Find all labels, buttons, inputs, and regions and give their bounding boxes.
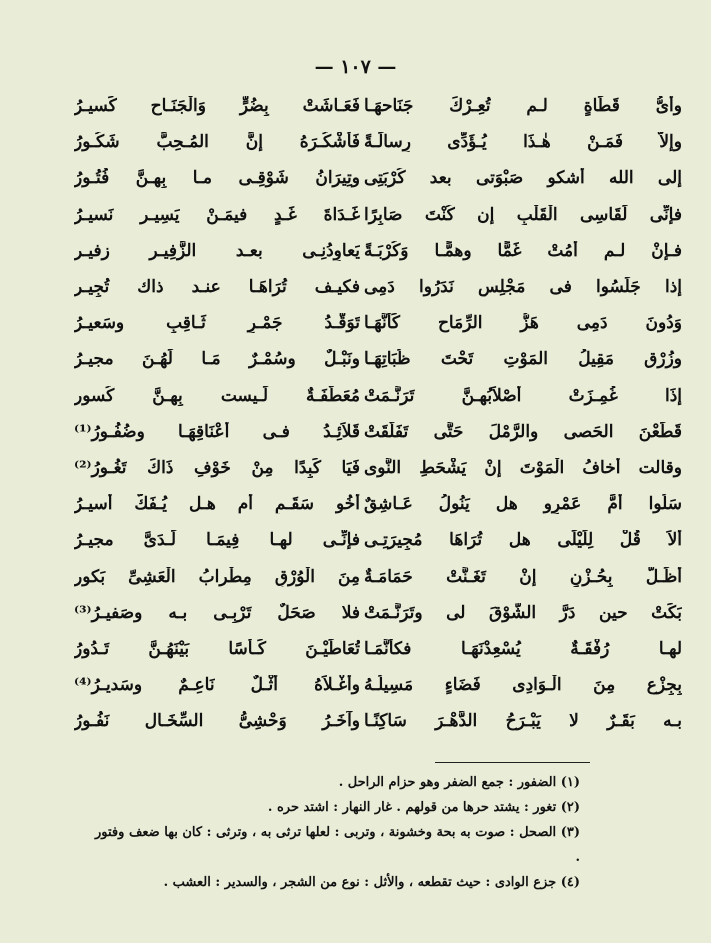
verse-second-hemistich: فَأَشْكُـرَهُ إنَّ المُـحِبَّ شَكُـورُ [74, 132, 360, 153]
verse [62, 88, 682, 124]
verse-second-hemistich: فَيَا كَبِدًا مِنْ خَوْفِ ذَاكَ تَغُـورُ⁽²⁾ [74, 457, 360, 478]
verse-first-hemistich: إلى الله أشكو صَبْوَتى بعد كُرْبَتِى [364, 168, 682, 189]
verse [62, 160, 682, 196]
verse-first-hemistich: فـإنْ لـم أَمُتْ غَمًّا وهمًّـا وَكُرْبَـةً [364, 240, 682, 261]
verse-second-hemistich: وتِيرَانُ شَوْقِـى مـا بِهِـنَّ فُتُـورُ [74, 168, 360, 189]
verse-first-hemistich: ألاَ قُلْ لِلَيْلَى هل تُرَاهَا مُجِيرَتِـى [364, 530, 682, 551]
verse-second-hemistich: قَلاَئِـدُ فـى أعْنَاقِهَـا وضُفُـورُ⁽¹⁾ [74, 421, 360, 442]
verse [62, 305, 682, 341]
verse-second-hemistich: أخُو سَقَـمٍ أم هـل يُـفَكُّ أسيـرُ [74, 494, 360, 515]
verse-first-hemistich: إذا جَلَسُوا فى مَجْلِسٍ نَدَرُوا دَمِى [364, 277, 682, 298]
poem [62, 88, 682, 739]
verse-first-hemistich: أظَـلُّ بِحُـزْنٍ إنْ تَغَـنَّتْ حَمَامَـةٌ [364, 566, 682, 587]
verse [62, 450, 682, 486]
verse-first-hemistich: فإنِّى لَقَاسِى الْقَلْبِ إن كُنْتَ صَابِرًا [364, 204, 682, 225]
verse-first-hemistich: وقالت أخافُ الْمَوْتَ إنْ يَشْحَطِ النَّوى [364, 457, 682, 478]
verse-first-hemistich: إذَا غُمِـزَتْ أصْلاَبُهِـنَّ تَرَنَّـمَتْ [364, 385, 682, 406]
verse-second-hemistich: مُعَطَّفَـةٌ لَـيست بِهِـنَّ كُسور [74, 385, 360, 406]
verse-first-hemistich: قَطَعْنَ الحَصى والرَّمْلَ حَتَّى تَفَلَّقَتْ [364, 421, 682, 442]
verse [62, 414, 682, 450]
verse-first-hemistich: بِجِزْعٍ مِنَ الْـوَادِى فَضَاءٍ مَسِيلُـهُ [364, 675, 682, 696]
verse-second-hemistich: تُعَاطَيْـنَ كَـأْسًا بَيْنَهُـنَّ تَـدُورُ [74, 638, 360, 659]
verse-first-hemistich: سَلُوا أُمَّ عَمْرٍو هل يَنُولُ عَـاشِقٌ [364, 494, 682, 515]
verse [62, 197, 682, 233]
footnote-3: (٣) الصحل : صوت به بحة وخشونة ، وتربى : لعلها ترثى به ، وترثى : كان بها ضعف وفتور . [95, 825, 580, 865]
verse-second-hemistich: وآخَـرُ وَحْشِىُّ السِّخَـال نَفُـورُ [74, 711, 360, 732]
verse [62, 378, 682, 414]
verse [62, 558, 682, 594]
footnote-1: (١) الضفور : جمع الضفر وهو حزام الراحل . [338, 775, 580, 790]
verse-second-hemistich: فلا صَحَلٌ تَرْبِـى بـه وصَفيـرُ⁽³⁾ [74, 602, 360, 623]
verse [62, 269, 682, 305]
verse-second-hemistich: فإنِّـى لهـا فِيمَـا لَـدَىَّ مجيـرُ [74, 530, 360, 551]
verse-first-hemistich: وزُرْق مَقِيلُ المَوْتِ تَحْتَ ظُبَاتِهَـا [364, 349, 682, 370]
verse-second-hemistich: فَعَـاشَتْ بِضُرٍّ وَالْجَنَـاحِ كَسيـرُ [74, 96, 360, 117]
verse-second-hemistich: فكيـف تُرَاهَـا عنـد ذاك تُجِيـر [74, 277, 360, 298]
verse [62, 233, 682, 269]
verse [62, 341, 682, 377]
footnote-4: (٤) جزع الوادى : حيث تقطعه ، والأثل : نوع من الشجر ، والسدير : العشب . [163, 875, 580, 890]
verse [62, 522, 682, 558]
verse-first-hemistich: لهـا رُفْقَـةٌ يُسْعِدْنَهَـا فكأنَّمَـا [364, 638, 682, 659]
page-number: — ١٠٧ — [314, 56, 397, 78]
verse-first-hemistich: بـه بَقَـرٌ لا يَبْـرَحُ الدَّهْـرَ سَاكِنًـا [364, 711, 682, 732]
verse-second-hemistich: ونَبْـلٌ وسُمْـرٌ مَـا لَهُـنَ مجيـرُ [74, 349, 360, 370]
verse [62, 631, 682, 667]
verse-second-hemistich: مِنَ الْوُرْقِ مِطْرابُ الْعَشِىِّ بَكور [74, 566, 360, 587]
verse [62, 667, 682, 703]
verse-second-hemistich: وأغْـلاَهُ أثْـلٌ نَاعِـمٌ وسَديـرُ⁽⁴⁾ [74, 675, 360, 696]
verse [62, 703, 682, 739]
footnote-2: (٢) تغور : يشتد حرها من قولهم . غار النهار : اشتد حره . [267, 800, 580, 815]
verse-first-hemistich: وأىُّ قَطَاةٍ لـم تُعِـرْكَ جَنَاحهَـا [364, 96, 682, 117]
verse-first-hemistich: بَكَتْ حين دَرَّ الشَّوْقَ لى وتَرَنَّـمَتْ [364, 602, 682, 623]
verse [62, 595, 682, 631]
verse-first-hemistich: وَدُونَ دَمِى هَزُّ الرِّمَاحِ كَأَنَّهَـا [364, 313, 682, 334]
footnote-divider [435, 762, 590, 763]
verse [62, 486, 682, 522]
verse-second-hemistich: تَوَقُّـدُ جَمْـرٍ ثَـاقِبٍ وسَعيـرُ [74, 313, 360, 334]
verse-first-hemistich: وإلاَّ فَمَـنْ هٰـذَا يُـؤَدِّى رِسالَـةً [364, 132, 682, 153]
verse-second-hemistich: يَعاوِدُنِـى بعـد الزَّفِيـر زفيـر [74, 240, 360, 261]
footnotes [95, 770, 580, 895]
verse [62, 124, 682, 160]
verse-second-hemistich: غَـدَاةَ غَـدٍ فيمَـنْ يَسِيـر نَسيـرُ [74, 204, 360, 225]
